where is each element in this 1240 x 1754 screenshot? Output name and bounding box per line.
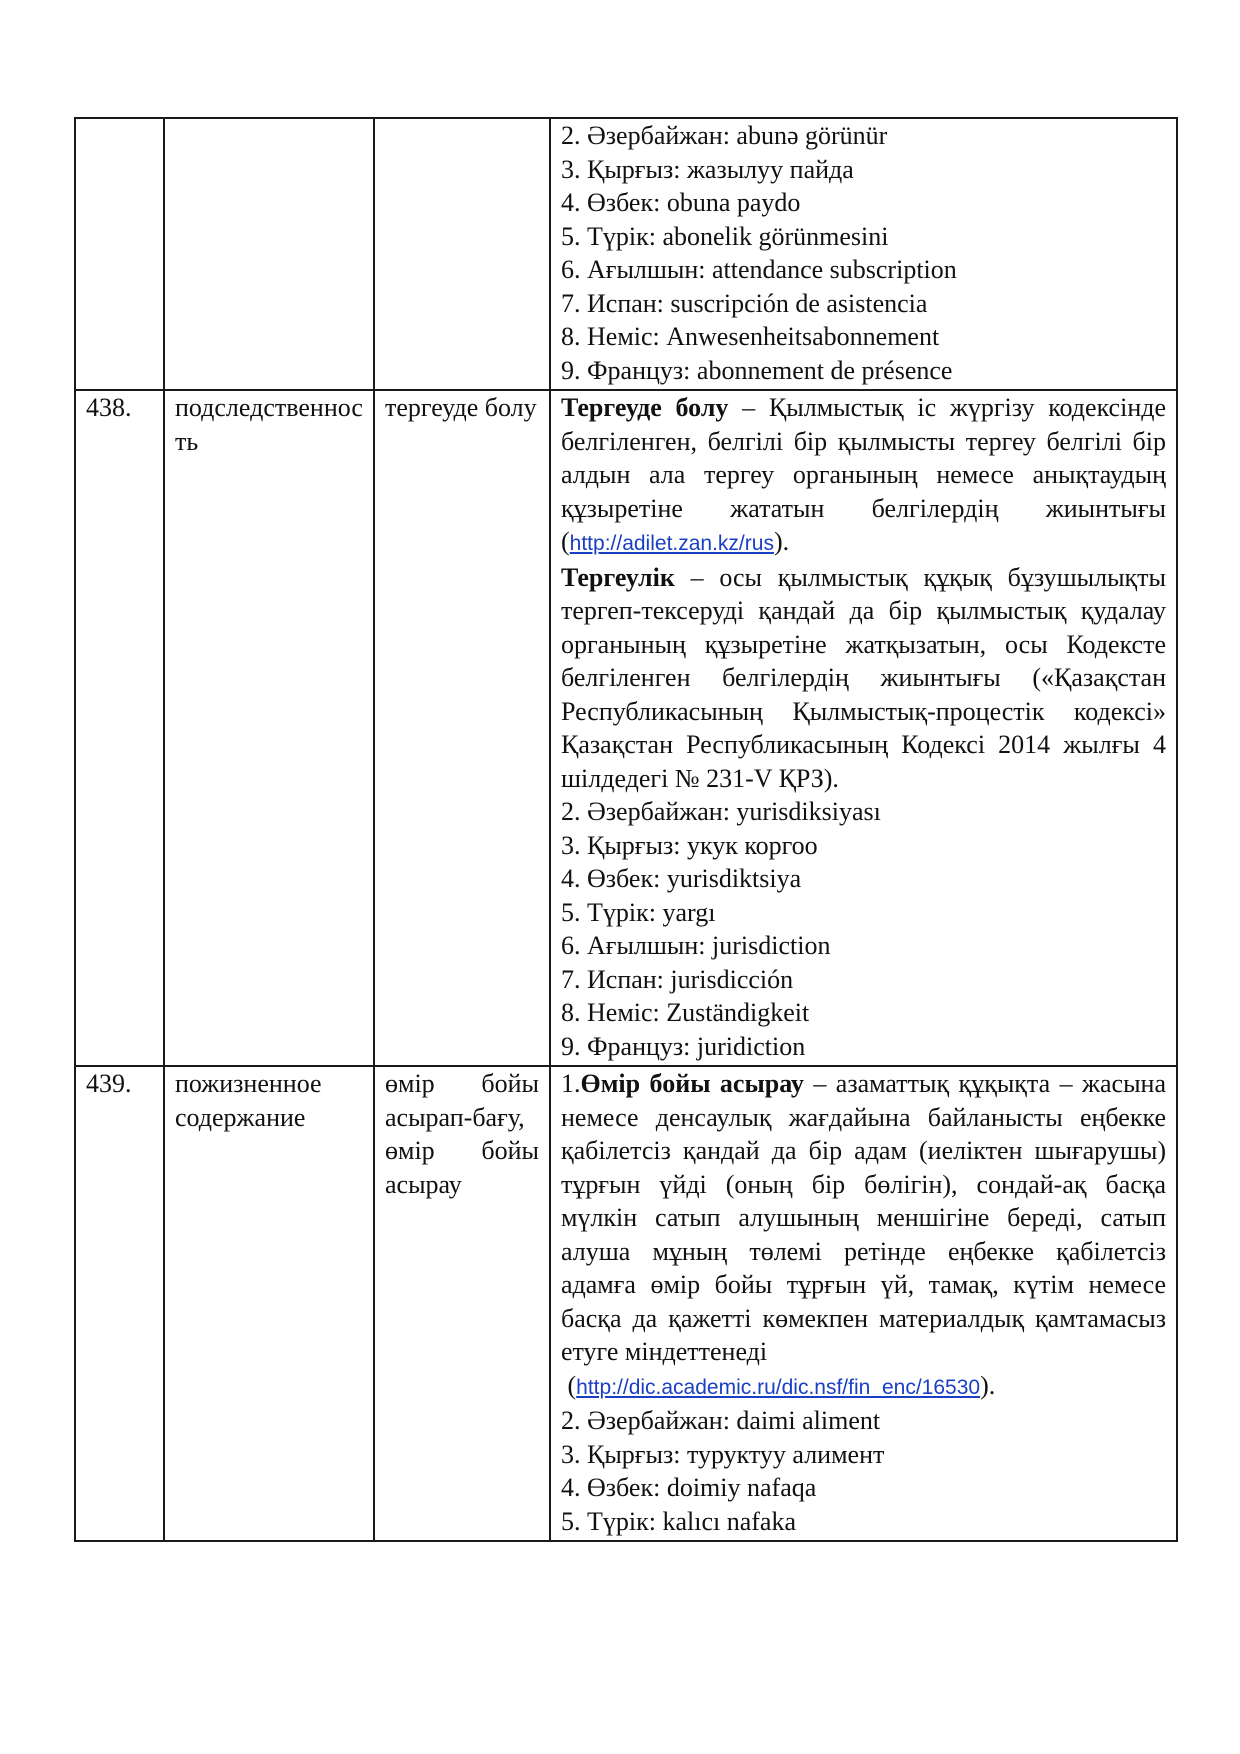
translation-line: 7. Испан: jurisdicción <box>561 964 794 994</box>
entry-number: 438. <box>75 390 164 1066</box>
definition-term: Өмір бойы асырау <box>580 1069 804 1098</box>
translation-line: 3. Қырғыз: укук коргоо <box>561 830 818 860</box>
kazakh-term: тергеуде болу <box>374 390 550 1066</box>
translation-line: 4. Өзбек: obuna paydo <box>561 188 801 217</box>
source-line <box>561 1369 1166 1405</box>
translation-line: 6. Ағылшын: jurisdiction <box>561 931 831 960</box>
translation-line: 2. Әзербайжан: abunə görünür <box>561 121 888 150</box>
translation-line: 6. Ағылшын: attendance subscription <box>561 255 957 284</box>
source-link[interactable]: http://adilet.zan.kz/rus <box>569 532 774 555</box>
translation-line: 4. Өзбек: doimiy nafaqa <box>561 1473 817 1502</box>
definition-text: – Қылмыстық іс жүргізу кодексінде белгіленген, белгілі бір қылмысты тергеу белгілі бір алдын ала тергеу органының немесе анықтаудың құзыретіне жататын белгілердің жиынтығы ( <box>561 393 1166 556</box>
definition-text: – осы қылмыстық құқық бұзушылықты тергеп-тексеруді қандай да бір қылмыстық қудалау органының құзыретіне жатқызатын, осы Кодексте белгіленген белгілердің жиынтығы («Қазақстан Республикасының Қылмыстық-процестік кодексі» Қазақстан Республикасының Кодексі 2014 жылғы 4 шілдедегі № 231-V ҚРЗ). <box>561 562 1166 793</box>
translation-line: 4. Өзбек: yurisdiktsiya <box>561 864 802 893</box>
translation-line: 3. Қырғыз: жазылуу пайда <box>561 154 854 184</box>
entry-number <box>75 118 164 390</box>
translation-line: 9. Француз: abonnement de présence <box>561 355 953 385</box>
russian-term: пожизненное содержание <box>164 1066 374 1541</box>
table-row <box>75 390 1177 1066</box>
definition-term: Тергеулік <box>561 562 675 592</box>
translation-line: 2. Әзербайжан: yurisdiksiyası <box>561 797 881 826</box>
table-row <box>75 1066 1177 1541</box>
translation-line: 3. Қырғыз: туруктуу алимент <box>561 1439 885 1469</box>
definition-term: Тергеуде болу <box>561 393 729 422</box>
definition-end: ). <box>773 527 790 556</box>
translation-line: 5. Түрік: yargı <box>561 897 716 927</box>
document-page <box>74 117 1176 1542</box>
translation-line: 8. Неміс: Zuständigkeit <box>561 998 810 1027</box>
definition-cell <box>550 1066 1177 1541</box>
translation-line: 5. Түрік: kalıcı nafaka <box>561 1506 796 1536</box>
definition-cell <box>550 118 1177 390</box>
russian-term-text: подследственность <box>175 393 363 456</box>
definition-end: ). <box>980 1370 996 1400</box>
russian-term <box>164 390 374 1066</box>
russian-term <box>164 118 374 390</box>
translation-line: 8. Неміс: Anwesenheitsabonnement <box>561 322 940 351</box>
definition-cell <box>550 390 1177 1066</box>
translation-line: 2. Әзербайжан: daimi aliment <box>561 1406 881 1435</box>
source-link[interactable]: http://dic.academic.ru/dic.nsf/fin_enc/16530 <box>576 1375 981 1399</box>
definition-paragraph <box>561 1067 1166 1369</box>
definition-text: – азаматтық құқықта – жасына немесе денсаулық жағдайына байланысты еңбекке қабілетсіз қандай да бір адам (иеліктен шығарушы) тұрғын үйді (оның бір бөлігін), сондай-ақ басқа мүлкін сатып алушының меншігіне береді, сатып алуша мұның төлемі ретінде еңбекке қабілетсіз адамға өмір бойы тұрғын үй, тамақ, күтім немесе басқа да қажетті көмекпен материалдық қамтамасыз етуге міндеттенеді <box>561 1069 1166 1366</box>
translation-line: 7. Испан: suscripción de asistencia <box>561 288 928 318</box>
entry-number: 439. <box>75 1066 164 1541</box>
definition-paragraph <box>561 391 1166 561</box>
kazakh-term <box>374 118 550 390</box>
glossary-table <box>74 117 1178 1542</box>
source-open: ( <box>561 1370 577 1400</box>
definition-paragraph <box>561 561 1166 796</box>
translation-line: 5. Түрік: abonelik görünmesini <box>561 221 889 251</box>
definition-prefix: 1. <box>561 1069 581 1098</box>
table-row <box>75 118 1177 390</box>
kazakh-term: өмір бойы асырап-бағу, өмір бойы асырау <box>374 1066 550 1541</box>
translation-line: 9. Француз: juridiction <box>561 1031 806 1061</box>
